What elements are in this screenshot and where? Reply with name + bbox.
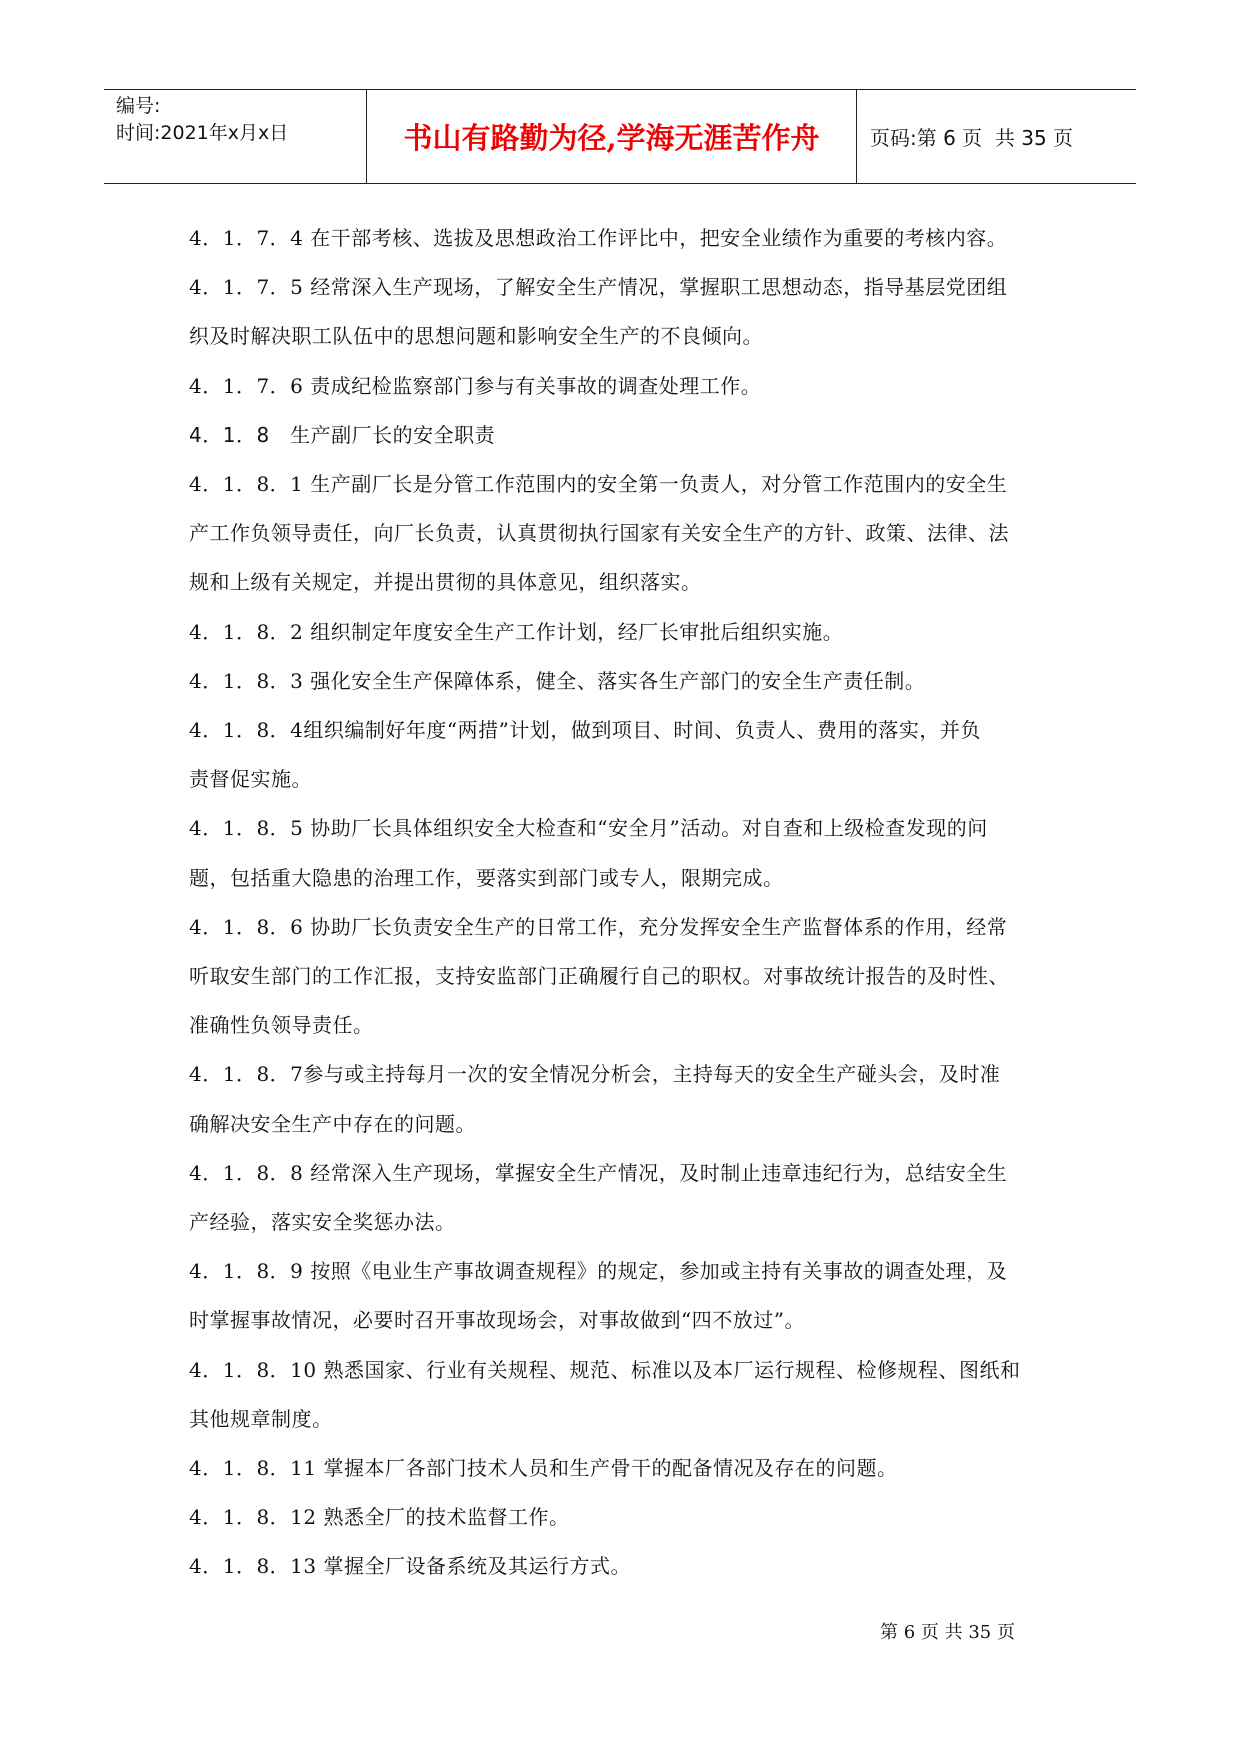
section-heading: 4．1．8 生产副厂长的安全职责	[189, 422, 496, 447]
page-header	[104, 89, 1136, 184]
header-page-label: 页码:第 6 页 共 35 页	[870, 126, 1074, 150]
paragraph: 4．1．8．4组织编制好年度“两措”计划，做到项目、时间、负责人、费用的落实，并负 责督促实施。	[189, 718, 981, 792]
paragraph: 4．1．8．2 组织制定年度安全生产工作计划，经厂长审批后组织实施。	[189, 619, 844, 644]
paragraph: 4．1．8．7参与或主持每月一次的安全情况分析会，主持每天的安全生产碰头会，及时准 确解决安全生产中存在的问题。	[189, 1062, 1001, 1136]
paragraph: 4．1．7．6 责成纪检监察部门参与有关事故的调查处理工作。	[189, 373, 762, 398]
paragraph: 4．1．8．10 熟悉国家、行业有关规程、规范、标准以及本厂运行规程、检修规程、图纸和 其他规章制度。	[189, 1357, 1021, 1431]
document-body	[189, 214, 1069, 1592]
paragraph: 4．1．8．13 掌握全厂设备系统及其运行方式。	[189, 1554, 631, 1579]
page-footer: 第 6 页 共 35 页	[880, 1622, 1015, 1643]
document-date-label: 时间:2021年x月x日	[116, 122, 289, 144]
paragraph: 4．1．8．12 熟悉全厂的技术监督工作。	[189, 1505, 570, 1530]
paragraph: 4．1．8．3 强化安全生产保障体系，健全、落实各生产部门的安全生产责任制。	[189, 668, 926, 693]
header-motto: 书山有路勤为径,学海无涯苦作舟	[367, 90, 857, 183]
header-meta	[104, 90, 367, 183]
paragraph: 4．1．8．8 经常深入生产现场，掌握安全生产情况，及时制止违章违纪行为，总结安全生 产经验，落实安全奖惩办法。	[189, 1160, 1008, 1235]
paragraph: 4．1．7．5 经常深入生产现场，了解安全生产情况，掌握职工思想动态，指导基层党团组 织及时解决职工队伍中的思想问题和影响安全生产的不良倾向。	[189, 275, 1008, 349]
document-number-label: 编号:	[116, 95, 161, 117]
paragraph: 4．1．8．5 协助厂长具体组织安全大检查和“安全月”活动。对自查和上级检查发现的问 题，包括重大隐患的治理工作，要落实到部门或专人，限期完成。	[189, 816, 988, 890]
paragraph: 4．1．8．6 协助厂长负责安全生产的日常工作，充分发挥安全生产监督体系的作用，经常 听取安生部门的工作汇报，支持安监部门正确履行自己的职权。对事故统计报告的及时性、 准确性负领导责任。	[189, 914, 1009, 1038]
paragraph: 4．1．7．4 在干部考核、选拔及思想政治工作评比中，把安全业绩作为重要的考核内容。	[189, 226, 1008, 250]
paragraph: 4．1．8．11 掌握本厂各部门技术人员和生产骨干的配备情况及存在的问题。	[189, 1456, 898, 1481]
paragraph: 4．1．8．1 生产副厂长是分管工作范围内的安全第一负责人，对分管工作范围内的安全生 产工作负领导责任，向厂长负责，认真贯彻执行国家有关安全生产的方针、政策、法律、法 规和上级有关规定，并提出贯彻的具体意见，组织落实。	[189, 472, 1009, 595]
header-page-info	[857, 90, 1136, 183]
paragraph: 4．1．8．9 按照《电业生产事故调查规程》的规定，参加或主持有关事故的调查处理，及 时掌握事故情况，必要时召开事故现场会，对事故做到“四不放过”。	[189, 1259, 1008, 1333]
